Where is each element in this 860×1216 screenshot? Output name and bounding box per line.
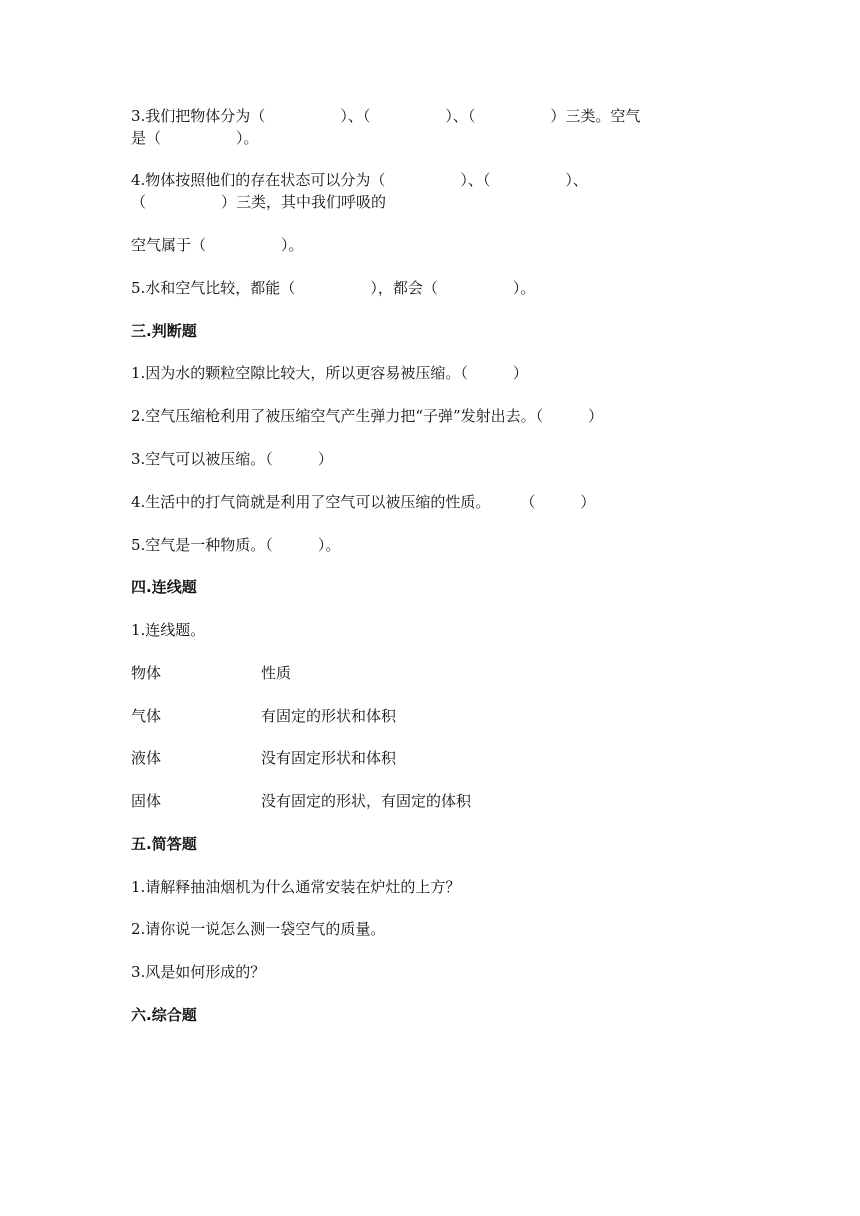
- fill-q5: 5.水和空气比较，都能（ ），都会（ ）。: [131, 279, 536, 297]
- match-right-item: 没有固定形状和体积: [261, 749, 397, 767]
- match-left-item: 物体: [131, 664, 162, 682]
- match-right-item: 没有固定的形状，有固定的体积: [261, 792, 472, 810]
- section-heading-comprehensive: 六.综合题: [131, 1006, 197, 1024]
- short-answer-item: 1.请解释抽油烟机为什么通常安装在炉灶的上方？: [131, 878, 461, 896]
- short-answer-item: 3.风是如何形成的？: [131, 963, 266, 981]
- judge-item: 3.空气可以被压缩。（ ）: [131, 450, 333, 468]
- section-heading-match: 四.连线题: [131, 578, 197, 596]
- match-left-item: 气体: [131, 707, 162, 725]
- judge-item: 1.因为水的颗粒空隙比较大，所以更容易被压缩。（ ）: [131, 364, 528, 382]
- fill-q4-line2: （ ）三类，其中我们呼吸的: [131, 193, 387, 211]
- match-right-item: 有固定的形状和体积: [261, 707, 397, 725]
- judge-item: 5.空气是一种物质。（ ）。: [131, 536, 341, 554]
- short-answer-item: 2.请你说一说怎么测一袋空气的质量。: [131, 920, 386, 938]
- match-left-item: 液体: [131, 749, 162, 767]
- fill-q3-line2: 是（ ）。: [131, 129, 259, 147]
- fill-q3-line1: 3.我们把物体分为（ ）、（ ）、（ ）三类。空气: [131, 107, 641, 125]
- match-question: 1.连线题。: [131, 621, 206, 639]
- fill-q4-line3: 空气属于（ ）。: [131, 236, 304, 254]
- judge-item: 2.空气压缩枪利用了被压缩空气产生弹力把“子弹”发射出去。（ ）: [131, 407, 604, 425]
- section-heading-judge: 三.判断题: [131, 322, 197, 340]
- match-left-item: 固体: [131, 792, 162, 810]
- judge-item: 4.生活中的打气筒就是利用了空气可以被压缩的性质。 （ ）: [131, 493, 596, 511]
- section-heading-short-answer: 五.简答题: [131, 835, 197, 853]
- fill-q4-line1: 4.物体按照他们的存在状态可以分为（ ）、（ ）、: [131, 171, 588, 189]
- match-right-item: 性质: [261, 664, 292, 682]
